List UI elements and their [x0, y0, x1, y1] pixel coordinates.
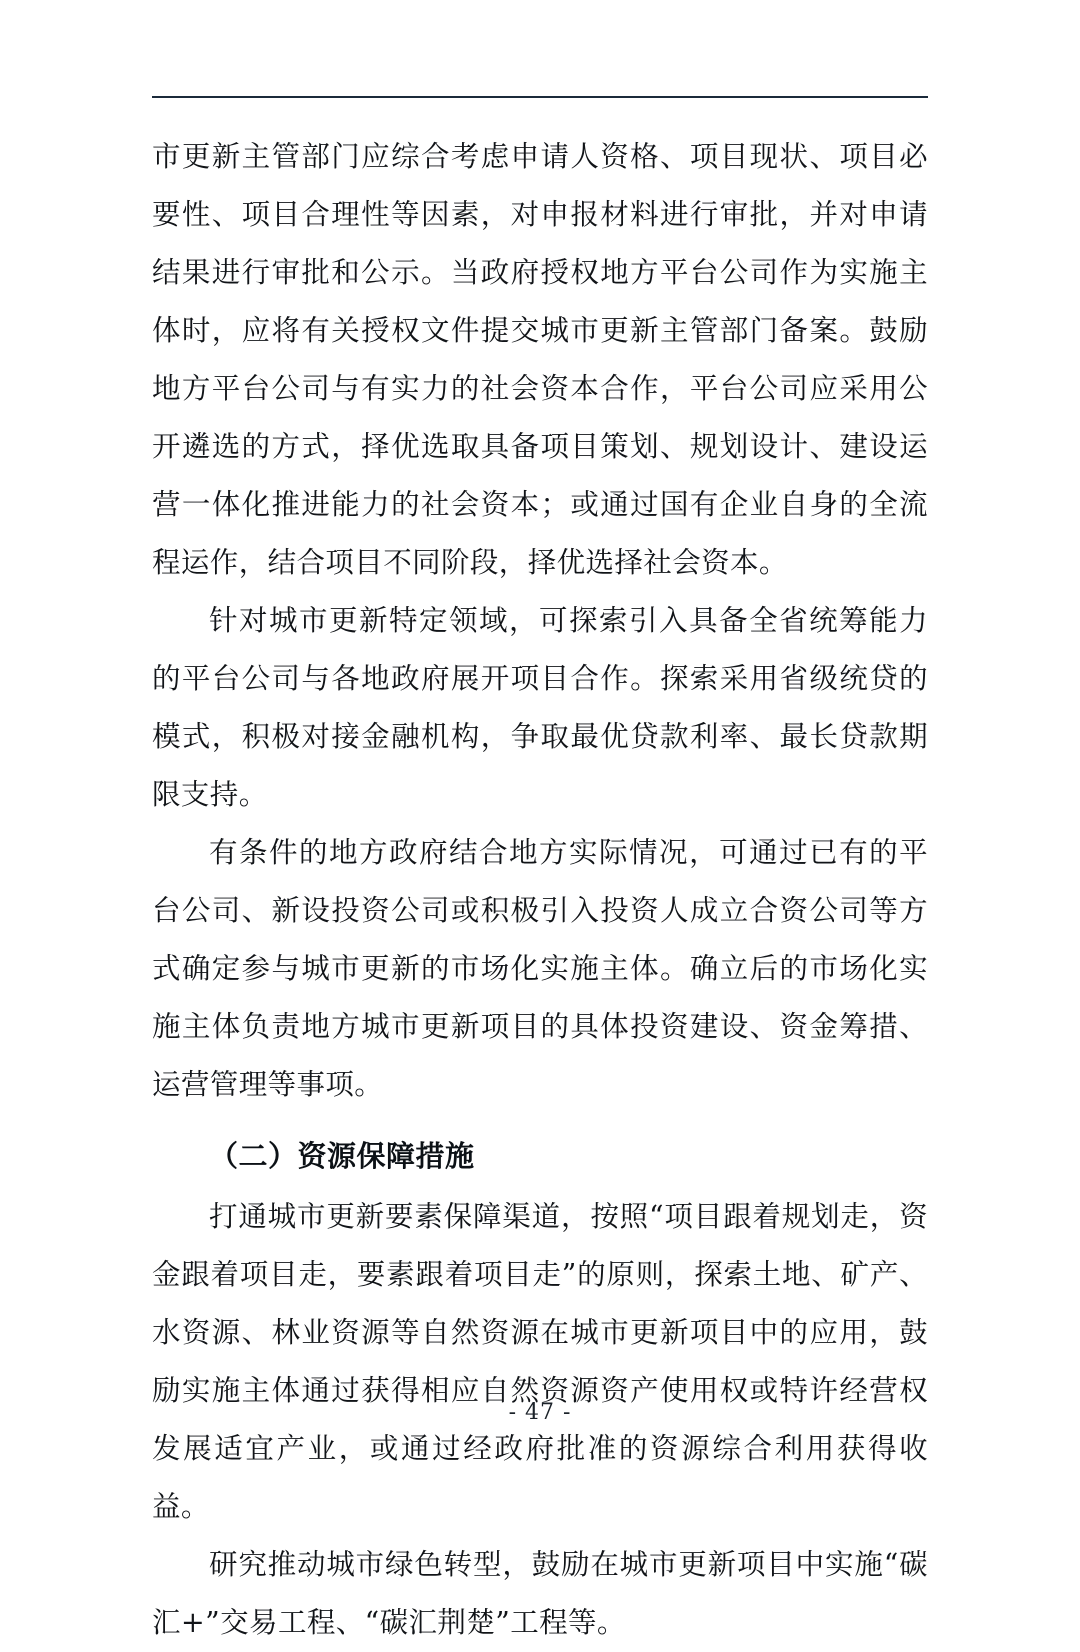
paragraph-resource-channel: 打通城市更新要素保障渠道，按照“项目跟着规划走，资金跟着项目走，要素跟着项目走”的原则，探索土地、矿产、水资源、林业资源等自然资源在城市更新项目中的应用，鼓励实施主体通过获得相应自然资源资产使用权或特许经营权发展适宜产业，或通过经政府批准的资源综合利用获得收益。 — [152, 1200, 928, 1523]
paragraph-local-government: 有条件的地方政府结合地方实际情况，可通过已有的平台公司、新设投资公司或积极引入投资人成立合资公司等方式确定参与城市更新的市场化实施主体。确立后的市场化实施主体负责地方城市更新项目的具体投资建设、资金筹措、运营管理等事项。 — [152, 836, 928, 1101]
page-number: - 47 - — [508, 1400, 572, 1425]
header-divider — [152, 96, 928, 98]
paragraph-green-transition: 研究推动城市绿色转型，鼓励在城市更新项目中实施“碳汇+”交易工程、“碳汇荆楚”工程等。 — [152, 1548, 928, 1639]
paragraph-provincial-platform: 针对城市更新特定领域，可探索引入具备全省统筹能力的平台公司与各地政府展开项目合作。探索采用省级统贷的模式，积极对接金融机构，争取最优贷款利率、最长贷款期限支持。 — [152, 604, 928, 811]
paragraph-continued: 市更新主管部门应综合考虑申请人资格、项目现状、项目必要性、项目合理性等因素，对申报材料进行审批，并对申请结果进行审批和公示。当政府授权地方平台公司作为实施主体时，应将有关授权文件提交城市更新主管部门备案。鼓励地方平台公司与有实力的社会资本合作，平台公司应采用公开遴选的方式，择优选取具备项目策划、规划设计、建设运营一体化推进能力的社会资本；或通过国有企业自身的全流程运作，结合项目不同阶段，择优选择社会资本。 — [152, 140, 928, 579]
page-content-area — [152, 0, 928, 1639]
section-heading-resource-measures: （二）资源保障措施 — [209, 1139, 475, 1173]
